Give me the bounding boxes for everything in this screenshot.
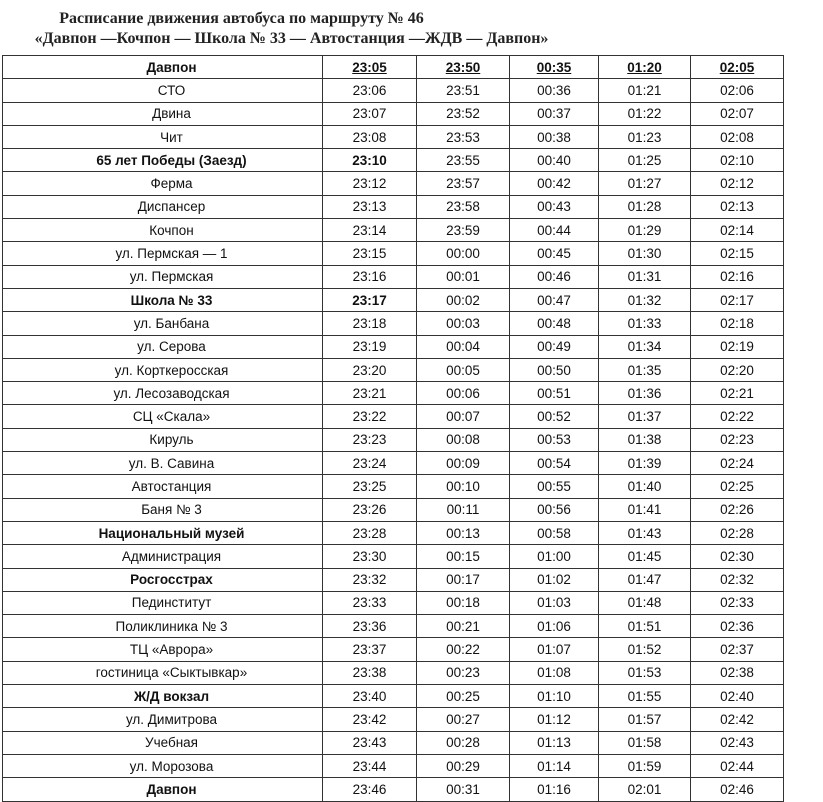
departure-time: 02:30	[691, 545, 784, 568]
departure-time: 02:01	[599, 778, 691, 801]
departure-time: 23:37	[323, 638, 417, 661]
table-row	[3, 778, 784, 801]
schedule-title: Расписание движения автобуса по маршруту № 46	[59, 10, 424, 27]
departure-time: 23:13	[323, 195, 417, 218]
departure-time: 02:15	[691, 242, 784, 265]
departure-time: 00:46	[510, 265, 599, 288]
departure-time: 00:55	[510, 475, 599, 498]
stop-name: Двина	[3, 102, 323, 125]
departure-time: 02:13	[691, 195, 784, 218]
table-row	[3, 638, 784, 661]
stop-name: ул. Димитрова	[3, 708, 323, 731]
stop-name: ул. Корткеросская	[3, 358, 323, 381]
departure-time: 01:52	[599, 638, 691, 661]
departure-time: 02:19	[691, 335, 784, 358]
table-row	[3, 312, 784, 335]
departure-time: 01:10	[510, 685, 599, 708]
departure-time: 00:02	[417, 288, 510, 311]
departure-time: 01:43	[599, 521, 691, 544]
table-row	[3, 265, 784, 288]
departure-time: 23:25	[323, 475, 417, 498]
stop-name: Чит	[3, 125, 323, 148]
departure-time: 00:28	[417, 731, 510, 754]
table-row	[3, 382, 784, 405]
departure-time: 23:30	[323, 545, 417, 568]
departure-time: 00:58	[510, 521, 599, 544]
stop-name: Диспансер	[3, 195, 323, 218]
departure-time: 00:21	[417, 615, 510, 638]
departure-time: 01:33	[599, 312, 691, 335]
departure-time: 23:16	[323, 265, 417, 288]
departure-time: 00:04	[417, 335, 510, 358]
departure-time: 01:48	[599, 591, 691, 614]
departure-time: 00:13	[417, 521, 510, 544]
stop-name: ул. Банбана	[3, 312, 323, 335]
stop-name: Учебная	[3, 731, 323, 754]
stop-name: 65 лет Победы (Заезд)	[3, 149, 323, 172]
departure-time: 23:10	[323, 149, 417, 172]
table-row	[3, 102, 784, 125]
departure-time: 02:43	[691, 731, 784, 754]
departure-time: 02:12	[691, 172, 784, 195]
stop-name: Школа № 33	[3, 288, 323, 311]
table-row	[3, 521, 784, 544]
departure-time: 00:11	[417, 498, 510, 521]
departure-time: 01:22	[599, 102, 691, 125]
departure-time: 00:50	[510, 358, 599, 381]
stop-name: ул. Серова	[3, 335, 323, 358]
stop-name: Росгосстрах	[3, 568, 323, 591]
departure-time: 23:43	[323, 731, 417, 754]
table-row	[3, 125, 784, 148]
departure-time: 01:20	[599, 56, 691, 79]
table-row	[3, 731, 784, 754]
departure-time: 01:57	[599, 708, 691, 731]
route-subtitle: «Давпон —Кочпон — Школа № 33 — Автостанция —ЖДВ — Давпон»	[34, 30, 549, 47]
table-row	[3, 452, 784, 475]
table-row	[3, 288, 784, 311]
departure-time: 01:06	[510, 615, 599, 638]
departure-time: 00:10	[417, 475, 510, 498]
departure-time: 01:36	[599, 382, 691, 405]
departure-time: 00:29	[417, 754, 510, 777]
departure-time: 02:17	[691, 288, 784, 311]
departure-time: 23:59	[417, 219, 510, 242]
departure-time: 01:03	[510, 591, 599, 614]
stop-name: Национальный музей	[3, 521, 323, 544]
stop-name: Кируль	[3, 428, 323, 451]
departure-time: 01:51	[599, 615, 691, 638]
stop-name: СЦ «Скала»	[3, 405, 323, 428]
departure-time: 01:16	[510, 778, 599, 801]
stop-name: ул. Пермская — 1	[3, 242, 323, 265]
departure-time: 02:33	[691, 591, 784, 614]
stop-name: Ферма	[3, 172, 323, 195]
departure-time: 00:27	[417, 708, 510, 731]
departure-time: 00:36	[510, 79, 599, 102]
departure-time: 23:15	[323, 242, 417, 265]
table-row	[3, 754, 784, 777]
departure-time: 23:23	[323, 428, 417, 451]
table-row	[3, 568, 784, 591]
departure-time: 00:15	[417, 545, 510, 568]
departure-time: 01:45	[599, 545, 691, 568]
departure-time: 00:42	[510, 172, 599, 195]
departure-time: 00:05	[417, 358, 510, 381]
departure-time: 23:46	[323, 778, 417, 801]
departure-time: 23:44	[323, 754, 417, 777]
stop-name: Давпон	[3, 778, 323, 801]
header-row	[3, 56, 784, 79]
stop-name: ул. Пермская	[3, 265, 323, 288]
departure-time: 23:08	[323, 125, 417, 148]
departure-time: 02:16	[691, 265, 784, 288]
departure-time: 00:18	[417, 591, 510, 614]
departure-time: 02:14	[691, 219, 784, 242]
departure-time: 23:20	[323, 358, 417, 381]
departure-time: 00:38	[510, 125, 599, 148]
departure-time: 01:34	[599, 335, 691, 358]
departure-time: 01:31	[599, 265, 691, 288]
stop-name: Администрация	[3, 545, 323, 568]
departure-time: 00:03	[417, 312, 510, 335]
table-row	[3, 335, 784, 358]
departure-time: 23:36	[323, 615, 417, 638]
table-row	[3, 545, 784, 568]
departure-time: 01:02	[510, 568, 599, 591]
departure-time: 01:35	[599, 358, 691, 381]
departure-time: 00:49	[510, 335, 599, 358]
departure-time: 00:09	[417, 452, 510, 475]
table-row	[3, 219, 784, 242]
departure-time: 00:53	[510, 428, 599, 451]
stop-name: ТЦ «Аврора»	[3, 638, 323, 661]
departure-time: 01:53	[599, 661, 691, 684]
departure-time: 23:22	[323, 405, 417, 428]
departure-time: 02:25	[691, 475, 784, 498]
departure-time: 23:07	[323, 102, 417, 125]
stop-name: Автостанция	[3, 475, 323, 498]
departure-time: 00:54	[510, 452, 599, 475]
departure-time: 01:47	[599, 568, 691, 591]
departure-time: 00:08	[417, 428, 510, 451]
departure-time: 23:40	[323, 685, 417, 708]
stop-name: Ж/Д вокзал	[3, 685, 323, 708]
departure-time: 00:07	[417, 405, 510, 428]
departure-time: 00:01	[417, 265, 510, 288]
departure-time: 02:08	[691, 125, 784, 148]
table-row	[3, 172, 784, 195]
departure-time: 23:52	[417, 102, 510, 125]
departure-time: 01:27	[599, 172, 691, 195]
departure-time: 23:57	[417, 172, 510, 195]
departure-time: 23:19	[323, 335, 417, 358]
schedule-table	[2, 55, 784, 802]
departure-time: 00:48	[510, 312, 599, 335]
departure-time: 00:40	[510, 149, 599, 172]
departure-time: 02:24	[691, 452, 784, 475]
table-row	[3, 498, 784, 521]
departure-time: 23:06	[323, 79, 417, 102]
departure-time: 23:18	[323, 312, 417, 335]
departure-time: 23:17	[323, 288, 417, 311]
departure-time: 00:52	[510, 405, 599, 428]
departure-time: 01:59	[599, 754, 691, 777]
stop-name: Давпон	[3, 56, 323, 79]
stop-name: СТО	[3, 79, 323, 102]
table-row	[3, 708, 784, 731]
table-row	[3, 195, 784, 218]
departure-time: 23:28	[323, 521, 417, 544]
departure-time: 02:23	[691, 428, 784, 451]
departure-time: 01:21	[599, 79, 691, 102]
departure-time: 01:12	[510, 708, 599, 731]
departure-time: 02:07	[691, 102, 784, 125]
departure-time: 23:24	[323, 452, 417, 475]
departure-time: 02:18	[691, 312, 784, 335]
departure-time: 01:32	[599, 288, 691, 311]
departure-time: 23:53	[417, 125, 510, 148]
departure-time: 00:56	[510, 498, 599, 521]
departure-time: 01:28	[599, 195, 691, 218]
table-row	[3, 358, 784, 381]
departure-time: 01:00	[510, 545, 599, 568]
departure-time: 01:30	[599, 242, 691, 265]
departure-time: 00:25	[417, 685, 510, 708]
stop-name: ул. Морозова	[3, 754, 323, 777]
departure-time: 00:17	[417, 568, 510, 591]
departure-time: 01:58	[599, 731, 691, 754]
table-row	[3, 405, 784, 428]
departure-time: 01:23	[599, 125, 691, 148]
departure-time: 23:58	[417, 195, 510, 218]
departure-time: 00:35	[510, 56, 599, 79]
departure-time: 23:21	[323, 382, 417, 405]
stop-name: Поликлиника № 3	[3, 615, 323, 638]
stop-name: гостиница «Сыктывкар»	[3, 661, 323, 684]
departure-time: 00:23	[417, 661, 510, 684]
table-row	[3, 685, 784, 708]
departure-time: 23:14	[323, 219, 417, 242]
departure-time: 02:42	[691, 708, 784, 731]
table-row	[3, 591, 784, 614]
departure-time: 23:38	[323, 661, 417, 684]
departure-time: 01:13	[510, 731, 599, 754]
departure-time: 00:44	[510, 219, 599, 242]
departure-time: 01:41	[599, 498, 691, 521]
departure-time: 01:55	[599, 685, 691, 708]
departure-time: 02:32	[691, 568, 784, 591]
stop-name: Пединститут	[3, 591, 323, 614]
table-row	[3, 475, 784, 498]
departure-time: 01:07	[510, 638, 599, 661]
departure-time: 23:42	[323, 708, 417, 731]
departure-time: 00:31	[417, 778, 510, 801]
departure-time: 01:38	[599, 428, 691, 451]
stop-name: Баня № 3	[3, 498, 323, 521]
departure-time: 01:08	[510, 661, 599, 684]
departure-time: 00:45	[510, 242, 599, 265]
departure-time: 23:33	[323, 591, 417, 614]
departure-time: 00:43	[510, 195, 599, 218]
departure-time: 23:50	[417, 56, 510, 79]
departure-time: 02:36	[691, 615, 784, 638]
departure-time: 01:25	[599, 149, 691, 172]
departure-time: 01:14	[510, 754, 599, 777]
table-row	[3, 615, 784, 638]
departure-time: 02:40	[691, 685, 784, 708]
departure-time: 00:37	[510, 102, 599, 125]
departure-time: 00:47	[510, 288, 599, 311]
table-row	[3, 428, 784, 451]
departure-time: 02:46	[691, 778, 784, 801]
departure-time: 23:55	[417, 149, 510, 172]
departure-time: 02:38	[691, 661, 784, 684]
table-row	[3, 149, 784, 172]
departure-time: 23:32	[323, 568, 417, 591]
departure-time: 23:51	[417, 79, 510, 102]
departure-time: 02:26	[691, 498, 784, 521]
departure-time: 02:37	[691, 638, 784, 661]
departure-time: 23:12	[323, 172, 417, 195]
departure-time: 02:06	[691, 79, 784, 102]
departure-time: 23:05	[323, 56, 417, 79]
departure-time: 02:20	[691, 358, 784, 381]
departure-time: 00:06	[417, 382, 510, 405]
departure-time: 01:37	[599, 405, 691, 428]
departure-time: 02:10	[691, 149, 784, 172]
departure-time: 00:22	[417, 638, 510, 661]
departure-time: 00:51	[510, 382, 599, 405]
departure-time: 02:21	[691, 382, 784, 405]
departure-time: 00:00	[417, 242, 510, 265]
stop-name: ул. В. Савина	[3, 452, 323, 475]
departure-time: 02:22	[691, 405, 784, 428]
departure-time: 01:29	[599, 219, 691, 242]
departure-time: 01:39	[599, 452, 691, 475]
departure-time: 02:05	[691, 56, 784, 79]
departure-time: 23:26	[323, 498, 417, 521]
departure-time: 02:28	[691, 521, 784, 544]
table-row	[3, 79, 784, 102]
stop-name: ул. Лесозаводская	[3, 382, 323, 405]
stop-name: Кочпон	[3, 219, 323, 242]
table-row	[3, 242, 784, 265]
departure-time: 01:40	[599, 475, 691, 498]
departure-time: 02:44	[691, 754, 784, 777]
table-row	[3, 661, 784, 684]
